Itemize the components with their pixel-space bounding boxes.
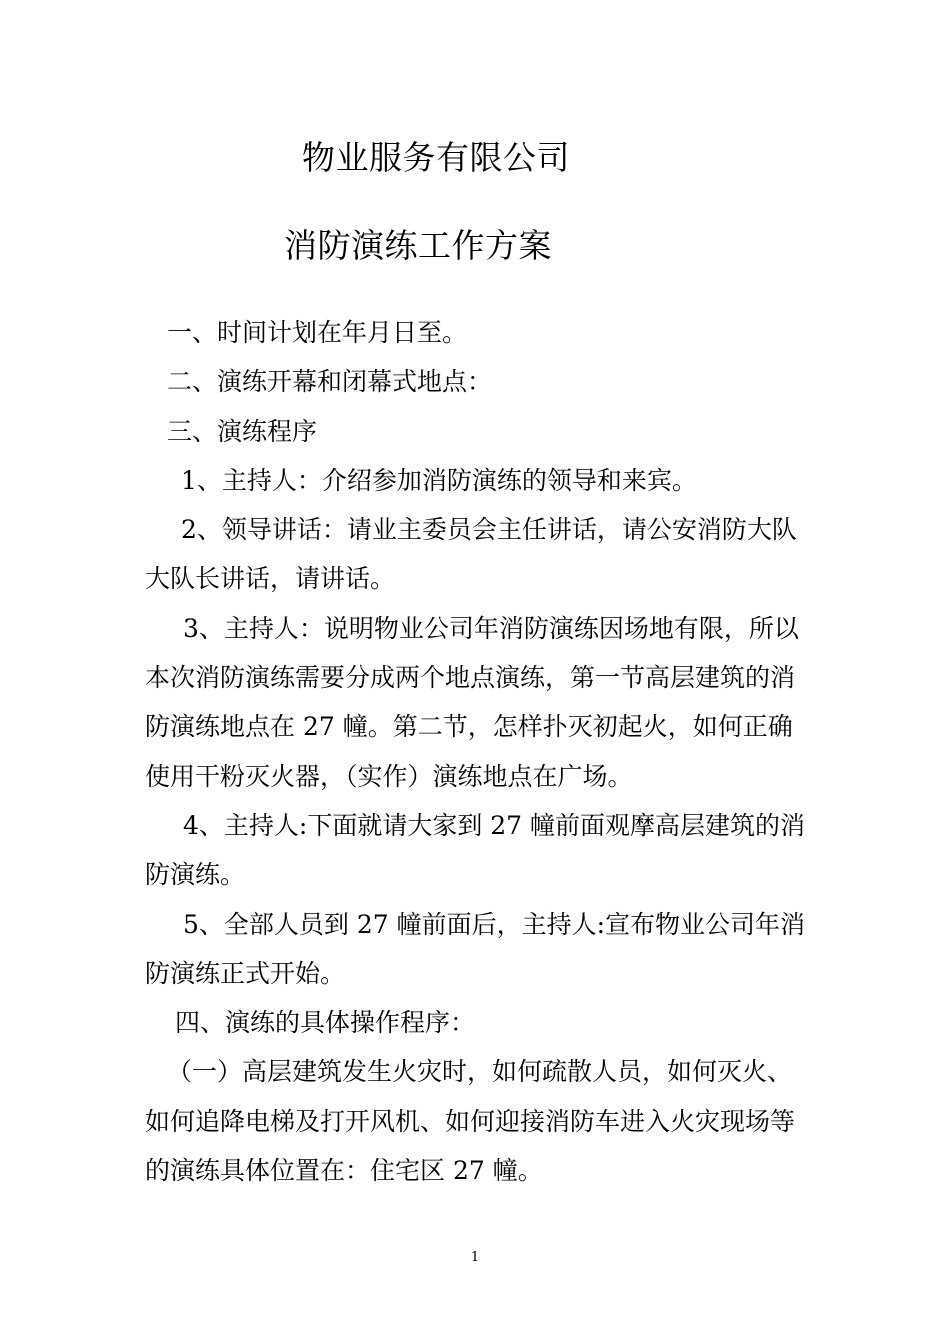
step-3-continued-3: 使用干粉灭火器，（实作）演练地点在广场。 [145, 761, 633, 791]
document-title: 消防演练工作方案 [284, 226, 552, 265]
step-5-continued: 防演练正式开始。 [145, 958, 346, 988]
step-1-host-intro: 1、主持人：介绍参加消防演练的领导和来宾。 [181, 465, 697, 495]
page-number: 1 [470, 1250, 480, 1265]
step-3-host-explain: 3、主持人：说明物业公司年消防演练因场地有限，所以 [183, 613, 799, 643]
subsection-1-continued-2: 的演练具体位置在：住宅区 27 幢。 [145, 1156, 543, 1186]
step-2-leader-speech: 2、领导讲话：请业主委员会主任讲话，请公安消防大队 [181, 515, 797, 545]
step-3-continued-1: 本次消防演练需要分成两个地点演练，第一节高层建筑的消 [145, 663, 796, 693]
section-2-location: 二、演练开幕和闭幕式地点： [167, 367, 493, 397]
step-2-continued: 大队长讲话，请讲话。 [145, 564, 396, 594]
section-4-operation: 四、演练的具体操作程序： [175, 1008, 476, 1038]
step-5-start: 5、全部人员到 27 幢前面后，主持人:宣布物业公司年消 [183, 909, 806, 939]
subsection-1-high-rise: （一）高层建筑发生火灾时，如何疏散人员，如何灭火、 [167, 1057, 793, 1087]
document-body [145, 308, 815, 1195]
company-title: 物业服务有限公司 [302, 138, 570, 177]
subsection-1-continued-1: 如何追降电梯及打开风机、如何迎接消防车进入火灾现场等 [145, 1106, 796, 1136]
section-3-procedure: 三、演练程序 [167, 416, 318, 446]
step-4-host-invite: 4、主持人:下面就请大家到 27 幢前面观摩高层建筑的消 [183, 810, 806, 840]
section-1-time-plan: 一、时间计划在年月日至。 [167, 318, 468, 347]
step-4-continued: 防演练。 [145, 860, 246, 890]
step-3-continued-2: 防演练地点在 27 幢。第二节，怎样扑灭初起火，如何正确 [145, 712, 793, 742]
